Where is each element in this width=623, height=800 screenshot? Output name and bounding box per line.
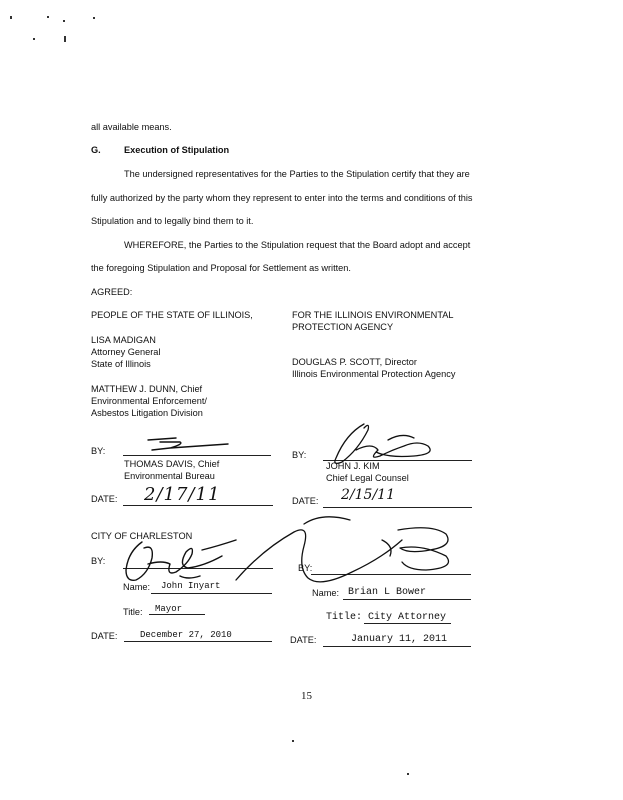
date-line [123,505,273,506]
date-line [323,507,472,508]
right-city-date-value: January 11, 2011 [351,634,448,645]
title-label: Title: [123,607,143,617]
title-label: Title: [326,612,363,623]
left-date-value: 2/17/11 [144,484,221,505]
director-name: DOUGLAS P. SCOTT, Director [292,357,417,367]
date-label: DATE: [91,494,118,504]
section-title: Execution of Stipulation [124,145,230,155]
scan-speck [93,17,95,19]
right-date-value: 2/15/11 [341,487,395,503]
director-org: Illinois Environmental Protection Agency [292,369,456,379]
date-label: DATE: [91,631,118,641]
name-label: Name: [312,588,340,598]
chief-division: Environmental Enforcement/ [91,396,207,406]
signature-line [123,455,271,456]
body-line: Stipulation and to legally bind them to it. [91,216,254,226]
by-label: BY: [91,446,106,456]
right-title-value: City Attorney [368,612,447,623]
body-line: WHEREFORE, the Parties to the Stipulation request that the Board adopt and accept [124,240,471,250]
scan-speck [407,773,409,775]
left-name-value: John Inyart [161,581,221,591]
scan-speck [292,740,294,742]
right-name-value: Brian L Bower [348,587,427,598]
body-line: all available means. [91,122,172,132]
name-line [151,593,272,594]
body-line: the foregoing Stipulation and Proposal for Settlement as written. [91,263,351,273]
chief-name: MATTHEW J. DUNN, Chief [91,384,203,394]
scan-speck [64,36,66,42]
date-line [323,646,471,647]
left-city-date-value: December 27, 2010 [140,630,232,640]
right-party-name: PROTECTION AGENCY [292,322,394,332]
name-line [343,599,471,600]
page-number: 15 [301,690,312,702]
date-label: DATE: [292,496,319,506]
right-signer-name: JOHN J. KIM [326,461,380,471]
scan-speck [33,38,35,40]
left-signer-title: Environmental Bureau [124,471,215,481]
body-line: The undersigned representatives for the Parties to the Stipulation certify that they are [124,169,470,179]
scan-speck [47,16,49,18]
ag-name: LISA MADIGAN [91,335,156,345]
date-line [124,641,272,642]
agreed-label: AGREED: [91,287,133,297]
ag-org: State of Illinois [91,359,151,369]
section-letter: G. [91,145,101,155]
left-party-name: PEOPLE OF THE STATE OF ILLINOIS, [91,310,253,320]
by-label: BY: [298,563,313,573]
chief-division: Asbestos Litigation Division [91,408,203,418]
left-signer-name: THOMAS DAVIS, Chief [124,459,220,469]
signature-bower [232,510,462,600]
left-title-value: Mayor [155,604,183,614]
title-line [149,614,205,615]
name-label: Name: [123,582,151,592]
by-label: BY: [91,556,106,566]
signature-davis [140,432,230,454]
ag-title: Attorney General [91,347,161,357]
by-label: BY: [292,450,307,460]
right-party-name: FOR THE ILLINOIS ENVIRONMENTAL [292,310,454,320]
scan-speck [10,16,12,19]
date-label: DATE: [290,635,317,645]
city-name: CITY OF CHARLESTON [91,531,193,541]
body-line: fully authorized by the party whom they represent to enter into the terms and conditions of this [91,193,473,203]
scan-speck [63,20,65,22]
title-line [364,623,451,624]
right-signer-title: Chief Legal Counsel [326,473,409,483]
